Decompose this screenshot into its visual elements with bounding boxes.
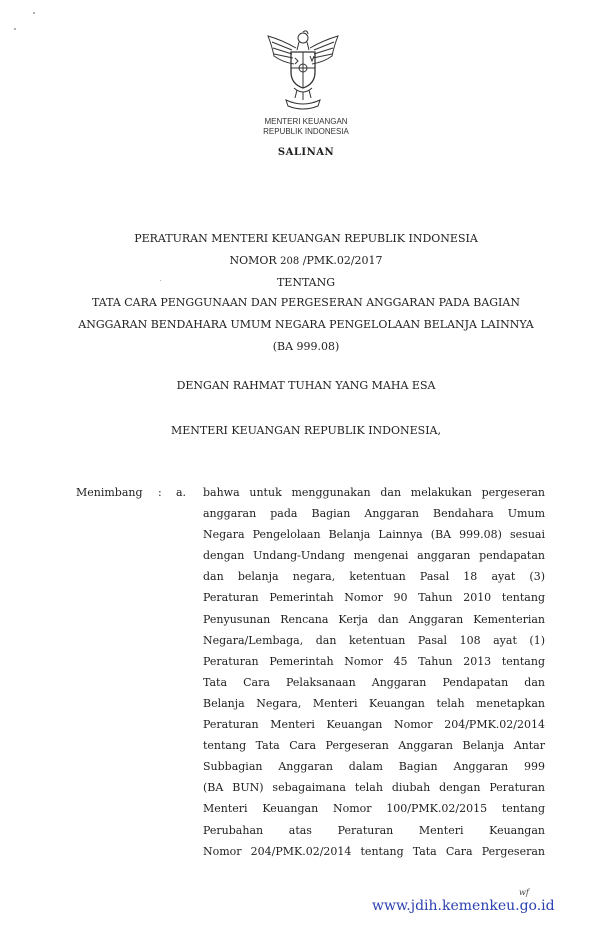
paragraph-line: Negara/Lembaga, dan ketentuan Pasal 108 ayat (1) xyxy=(203,633,545,647)
issuer-country: REPUBLIK INDONESIA xyxy=(263,127,349,136)
paragraph-line: Perubahan atas Peraturan Menteri Keuangan xyxy=(203,823,545,837)
nomor-suffix: /PMK.02/2017 xyxy=(302,254,383,267)
paragraph-line: (BA BUN) sebagaimana telah diubah dengan Peraturan xyxy=(203,781,545,795)
paragraph-line: Negara Pengelolaan Belanja Lainnya (BA 999.08) sesuai xyxy=(203,528,545,542)
invocation: DENGAN RAHMAT TUHAN YANG MAHA ESA xyxy=(176,379,436,392)
regulation-title: PERATURAN MENTERI KEUANGAN REPUBLIK INDONESIA xyxy=(134,232,478,245)
scan-speck xyxy=(33,12,35,14)
tentang-heading: TENTANG xyxy=(276,276,336,289)
menimbang-label: Menimbang xyxy=(76,486,143,499)
scan-speck xyxy=(14,28,16,30)
scan-speck xyxy=(160,280,161,281)
item-letter: a. xyxy=(176,486,187,499)
copy-stamp: SALINAN xyxy=(277,147,335,158)
paragraph-line: dan belanja negara, ketentuan Pasal 18 ayat (3) xyxy=(203,570,545,584)
paragraph-line: Belanja Negara, Menteri Keuangan telah menetapkan xyxy=(203,696,545,710)
paragraph-line: Nomor 204/PMK.02/2014 tentang Tata Cara Pergeseran xyxy=(203,844,545,858)
menimbang-colon: : xyxy=(158,486,162,499)
paragraph-line: dengan Undang-Undang mengenai anggaran pendapatan xyxy=(203,549,545,563)
subject-line-1: TATA CARA PENGGUNAAN DAN PERGESERAN ANGGARAN PADA BAGIAN xyxy=(92,296,520,309)
regulation-number xyxy=(40,254,572,269)
menimbang-paragraph xyxy=(203,486,545,866)
initials-mark: wf xyxy=(519,888,529,897)
paragraph-line: Peraturan Menteri Keuangan Nomor 204/PMK.02/2014 xyxy=(203,718,545,732)
paragraph-line: Subbagian Anggaran dalam Bagian Anggaran 999 xyxy=(203,760,545,774)
garuda-emblem-icon xyxy=(262,28,344,114)
paragraph-line: Penyusunan Rencana Kerja dan Anggaran Kementerian xyxy=(203,612,545,626)
paragraph-line: Tata Cara Pelaksanaan Anggaran Pendapatan dan xyxy=(203,675,545,689)
nomor-number: 208 xyxy=(280,256,300,267)
issuer-name: MENTERI KEUANGAN xyxy=(264,117,348,126)
issuing-authority: MENTERI KEUANGAN REPUBLIK INDONESIA, xyxy=(170,424,442,437)
subject-line-3: (BA 999.08) xyxy=(272,340,340,353)
source-link[interactable]: www.jdih.kemenkeu.go.id xyxy=(372,898,555,914)
paragraph-line: Peraturan Pemerintah Nomor 45 Tahun 2013 tentang xyxy=(203,654,545,668)
nomor-prefix: NOMOR xyxy=(229,254,277,267)
paragraph-line: Menteri Keuangan Nomor 100/PMK.02/2015 tentang xyxy=(203,802,545,816)
paragraph-line: anggaran pada Bagian Anggaran Bendahara Umum xyxy=(203,507,545,521)
paragraph-line: bahwa untuk menggunakan dan melakukan pergeseran xyxy=(203,486,545,499)
paragraph-line: tentang Tata Cara Pergeseran Anggaran Belanja Antar xyxy=(203,739,545,753)
subject-line-2: ANGGARAN BENDAHARA UMUM NEGARA PENGELOLAAN BELANJA LAINNYA xyxy=(78,318,534,331)
paragraph-line: Peraturan Pemerintah Nomor 90 Tahun 2010 tentang xyxy=(203,591,545,605)
